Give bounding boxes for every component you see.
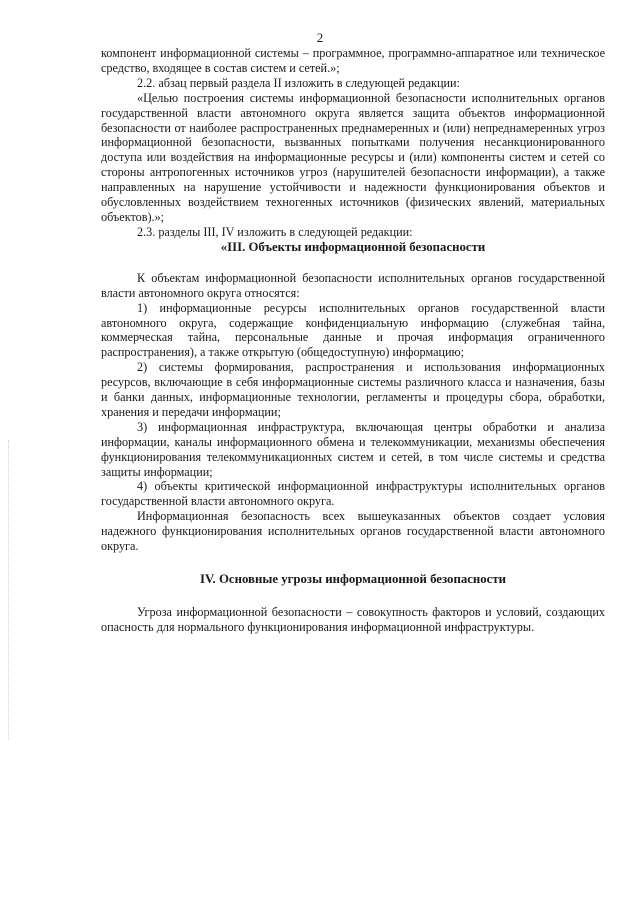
scan-margin-marks (8, 440, 11, 740)
paragraph-continuation: компонент информационной системы – программное, программно-аппаратное или техническое средство, входящее в состав систем и сетей.»; (101, 46, 605, 75)
list-item-4: 4) объекты критической информационной инфраструктуры исполнительных органов государственной власти автономного округа. (101, 479, 605, 509)
paragraph-security-conditions: Информационная безопасность всех вышеуказанных объектов создает условия надежного функционирования исполнительных органов государственной власти автономного округа. (101, 509, 605, 554)
paragraph-purpose: «Целью построения системы информационной безопасности исполнительных органов государственной власти автономного округа является защита объектов информационной безопасности от наиболее распространенных преднамеренных и (или) непреднамеренных угроз информационной безопасности, вызванных попытками получения несанкционированного доступа или воздействия на информационные ресурсы и (или) компоненты систем и сетей со стороны антропогенных источников угроз (нарушителей безопасности информации), а также направленных на нарушение устойчивости и надежности функционирования объектов и обусловленных воздействием техногенных источников (физических явлений, материальных объектов).»; (101, 90, 605, 224)
paragraph-objects-intro: К объектам информационной безопасности исполнительных органов государственной власти автономного округа относятся: (101, 270, 605, 300)
paragraph-threat-definition: Угроза информационной безопасности – совокупность факторов и условий, создающих опасность для нормального функционирования информационной инфраструктуры. (101, 605, 605, 634)
paragraph-amendment-2-3: 2.3. разделы III, IV изложить в следующей редакции: (137, 224, 413, 239)
page-number: 2 (316, 30, 324, 45)
paragraph-amendment-2-2: 2.2. абзац первый раздела II изложить в следующей редакции: (137, 75, 460, 90)
list-item-1: 1) информационные ресурсы исполнительных органов государственной власти автономного округа, содержащие конфиденциальную информацию (служебная тайна, коммерческая тайна, персональные данные и прочая информация ограниченного распространения), а также открытую (общедоступную) информацию; (101, 300, 605, 360)
list-item-3: 3) информационная инфраструктура, включающая центры обработки и анализа информации, каналы информационного обмена и телекоммуникации, механизмы обеспечения функционирования телекоммуникационных систем и сетей, в том числе системы и средства защиты информации; (101, 419, 605, 479)
document-body (101, 46, 605, 635)
section-heading-iii: «III. Объекты информационной безопасности (220, 239, 486, 254)
list-item-2: 2) системы формирования, распространения и использования информационных ресурсов, включающие в себя информационные системы различного класса и назначения, базы и банки данных, информационные технологии, регламенты и процедуры сбора, обработки, хранения и передачи информации; (101, 360, 605, 419)
section-heading-iv: IV. Основные угрозы информационной безопасности (199, 572, 507, 586)
